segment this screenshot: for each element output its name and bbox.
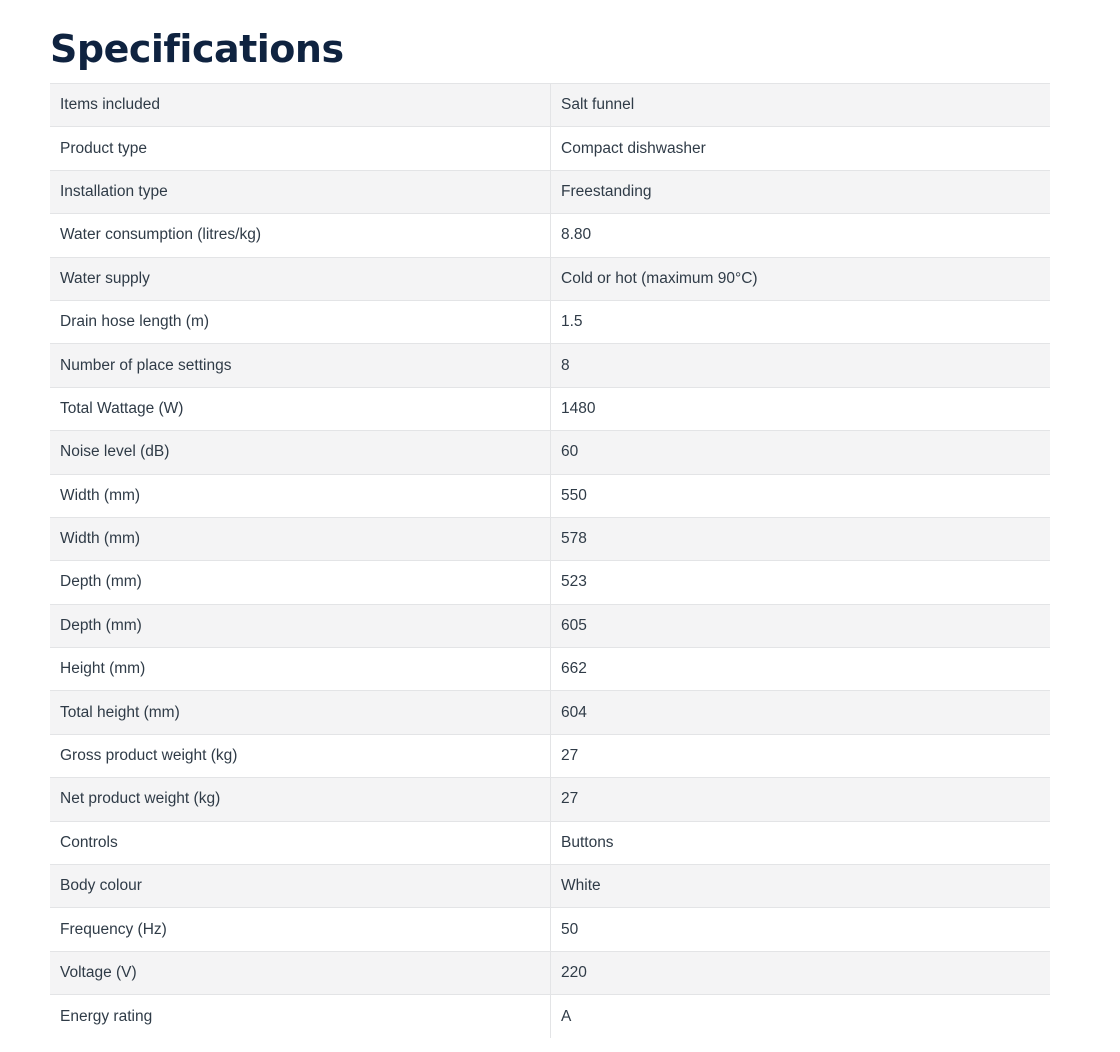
spec-row xyxy=(50,951,1050,994)
spec-label: Width (mm) xyxy=(50,517,551,560)
spec-value: A xyxy=(551,995,1051,1038)
spec-row xyxy=(50,214,1050,257)
spec-label: Voltage (V) xyxy=(50,951,551,994)
spec-label: Depth (mm) xyxy=(50,604,551,647)
specifications-table xyxy=(50,83,1050,1038)
spec-row xyxy=(50,84,1050,127)
spec-label: Width (mm) xyxy=(50,474,551,517)
spec-row xyxy=(50,257,1050,300)
spec-row xyxy=(50,691,1050,734)
spec-value: 604 xyxy=(551,691,1051,734)
spec-value: White xyxy=(551,865,1051,908)
spec-value: 8 xyxy=(551,344,1051,387)
spec-label: Items included xyxy=(50,84,551,127)
spec-value: 662 xyxy=(551,648,1051,691)
spec-value: 50 xyxy=(551,908,1051,951)
spec-row xyxy=(50,431,1050,474)
spec-value: 605 xyxy=(551,604,1051,647)
spec-label: Water supply xyxy=(50,257,551,300)
spec-row xyxy=(50,604,1050,647)
spec-label: Number of place settings xyxy=(50,344,551,387)
spec-value: Compact dishwasher xyxy=(551,127,1051,170)
page-title: Specifications xyxy=(50,27,344,71)
spec-row xyxy=(50,300,1050,343)
spec-row xyxy=(50,474,1050,517)
spec-label: Energy rating xyxy=(50,995,551,1038)
spec-row xyxy=(50,344,1050,387)
spec-value: Salt funnel xyxy=(551,84,1051,127)
spec-value: 60 xyxy=(551,431,1051,474)
spec-value: 1480 xyxy=(551,387,1051,430)
spec-row xyxy=(50,778,1050,821)
spec-value: Cold or hot (maximum 90°C) xyxy=(551,257,1051,300)
spec-label: Height (mm) xyxy=(50,648,551,691)
spec-label: Drain hose length (m) xyxy=(50,300,551,343)
spec-value: 8.80 xyxy=(551,214,1051,257)
spec-row xyxy=(50,170,1050,213)
spec-label: Gross product weight (kg) xyxy=(50,734,551,777)
spec-label: Total Wattage (W) xyxy=(50,387,551,430)
spec-value: 550 xyxy=(551,474,1051,517)
spec-row xyxy=(50,995,1050,1038)
spec-value: Freestanding xyxy=(551,170,1051,213)
spec-row xyxy=(50,127,1050,170)
spec-row xyxy=(50,734,1050,777)
spec-value: Buttons xyxy=(551,821,1051,864)
spec-value: 27 xyxy=(551,778,1051,821)
specifications-table-body xyxy=(50,84,1050,1039)
spec-row xyxy=(50,821,1050,864)
spec-row xyxy=(50,387,1050,430)
spec-label: Water consumption (litres/kg) xyxy=(50,214,551,257)
spec-label: Depth (mm) xyxy=(50,561,551,604)
spec-label: Noise level (dB) xyxy=(50,431,551,474)
spec-row xyxy=(50,865,1050,908)
spec-label: Controls xyxy=(50,821,551,864)
spec-value: 27 xyxy=(551,734,1051,777)
spec-label: Body colour xyxy=(50,865,551,908)
spec-row xyxy=(50,517,1050,560)
spec-label: Product type xyxy=(50,127,551,170)
spec-row xyxy=(50,561,1050,604)
spec-label: Net product weight (kg) xyxy=(50,778,551,821)
spec-label: Total height (mm) xyxy=(50,691,551,734)
spec-label: Frequency (Hz) xyxy=(50,908,551,951)
spec-label: Installation type xyxy=(50,170,551,213)
spec-row xyxy=(50,648,1050,691)
spec-value: 220 xyxy=(551,951,1051,994)
spec-value: 523 xyxy=(551,561,1051,604)
spec-row xyxy=(50,908,1050,951)
spec-value: 578 xyxy=(551,517,1051,560)
spec-value: 1.5 xyxy=(551,300,1051,343)
